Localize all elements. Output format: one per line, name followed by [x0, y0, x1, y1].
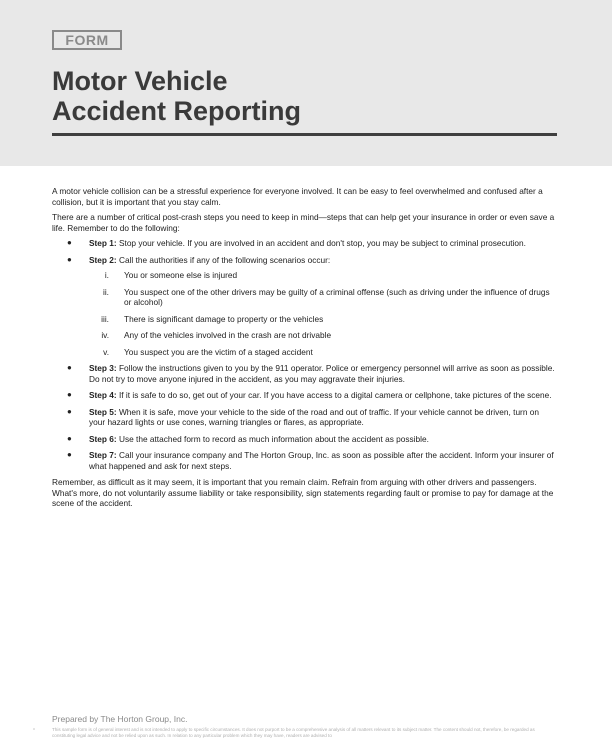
intro-paragraph-1: A motor vehicle collision can be a stressful experience for everyone involved. It can be easy to feel overwhelmed and confused after a collision, but it is important that you stay calm. — [52, 186, 543, 207]
steps-list — [52, 238, 557, 471]
scenario-number: i. — [104, 270, 109, 280]
scenario-number: v. — [103, 346, 109, 357]
bullet-icon: ● — [67, 390, 72, 399]
step-text: Use the attached form to record as much information about the accident as possible. — [116, 433, 429, 444]
bullet-icon: ● — [67, 406, 72, 416]
step-item — [52, 434, 557, 445]
margin-mark: ° — [33, 728, 35, 734]
scenario-item — [89, 270, 557, 281]
step-label: Step 2: — [89, 254, 117, 265]
step-text: Stop your vehicle. If you are involved in an accident and don't stop, you may be subject to criminal prosecution. — [116, 238, 526, 248]
step-item — [52, 450, 557, 471]
step-text: When it is safe, move your vehicle to the side of the road and out of traffic. If your vehicle cannot be driven, turn on your hazard lights or use cones, warning triangles or flares, as appropriate. — [89, 406, 539, 427]
document-body — [52, 186, 557, 514]
header-band — [0, 0, 612, 166]
step-label: Step 6: — [89, 433, 117, 444]
step-item — [52, 363, 557, 384]
title-line-1: Motor Vehicle — [52, 66, 228, 96]
bullet-icon: ● — [67, 238, 72, 247]
scenario-item — [89, 330, 557, 341]
intro-paragraph-2: There are a number of critical post-crash steps you need to keep in mind—steps that can help get your insurance in order or even save a life. Remember to do the following: — [52, 212, 555, 233]
title-divider — [52, 133, 557, 136]
scenario-text: There is significant damage to property or the vehicles — [124, 313, 324, 324]
step-item — [52, 238, 557, 249]
step-item — [52, 407, 557, 428]
step-text: Call your insurance company and The Horton Group, Inc. as soon as possible after the accident. Inform your insurer of what happened and ask for next steps. — [89, 450, 554, 471]
scenario-item — [89, 314, 557, 325]
scenario-number: iv. — [101, 330, 109, 340]
scenario-text: You suspect one of the other drivers may be guilty of a criminal offense (such as driving under the influence of drugs or alcohol) — [124, 286, 550, 307]
prepared-by: Prepared by The Horton Group, Inc. — [52, 714, 188, 724]
closing-paragraph: Remember, as difficult as it may seem, it is important that you remain claim. Refrain from arguing with other drivers and passengers. What's more, do not voluntarily assume liability or take responsibility, sign statements regarding fault or promise to pay for damage at the scene of the accident. — [52, 477, 554, 508]
form-badge: FORM — [52, 30, 122, 50]
scenario-list — [89, 270, 557, 357]
page-title — [52, 66, 301, 126]
scenario-text: You or someone else is injured — [124, 270, 238, 280]
scenario-item — [89, 287, 557, 308]
scenario-text: You suspect you are the victim of a staged accident — [124, 346, 313, 357]
step-label: Step 5: — [89, 406, 117, 417]
title-line-2: Accident Reporting — [52, 96, 302, 126]
bullet-icon: ● — [67, 363, 72, 372]
bullet-icon: ● — [67, 450, 72, 459]
step-text: If it is safe to do so, get out of your car. If you have access to a digital camera or cellphone, take pictures of the scene. — [116, 390, 552, 400]
step-item — [52, 390, 557, 401]
bullet-icon: ● — [67, 254, 72, 264]
scenario-number: iii. — [101, 313, 109, 324]
disclaimer-text: This sample form is of general interest and is not intended to apply to specific circumstances. It does not purport to be a comprehensive analysis of all matters relevant to its subject matter. The content should not, therefore, be regarded as constituting legal advice and not be relied upon as such. In relation to any particular problem which they may have, readers are advised to — [52, 727, 535, 738]
step-text: Call the authorities if any of the following scenarios occur: — [116, 254, 331, 265]
step-label: Step 4: — [89, 390, 117, 400]
step-text: Follow the instructions given to you by the 911 operator. Police or emergency personnel will arrive as soon as possible. Do not try to move anyone injured in the accident, as you may aggravate their injuries. — [89, 363, 555, 384]
step-label: Step 1: — [89, 238, 117, 248]
step-label: Step 7: — [89, 450, 117, 460]
bullet-icon: ● — [67, 433, 72, 443]
scenario-item — [89, 347, 557, 358]
scenario-number: ii. — [103, 286, 109, 297]
step-item — [52, 255, 557, 358]
scenario-text: Any of the vehicles involved in the crash are not drivable — [124, 330, 332, 340]
step-label: Step 3: — [89, 363, 117, 373]
